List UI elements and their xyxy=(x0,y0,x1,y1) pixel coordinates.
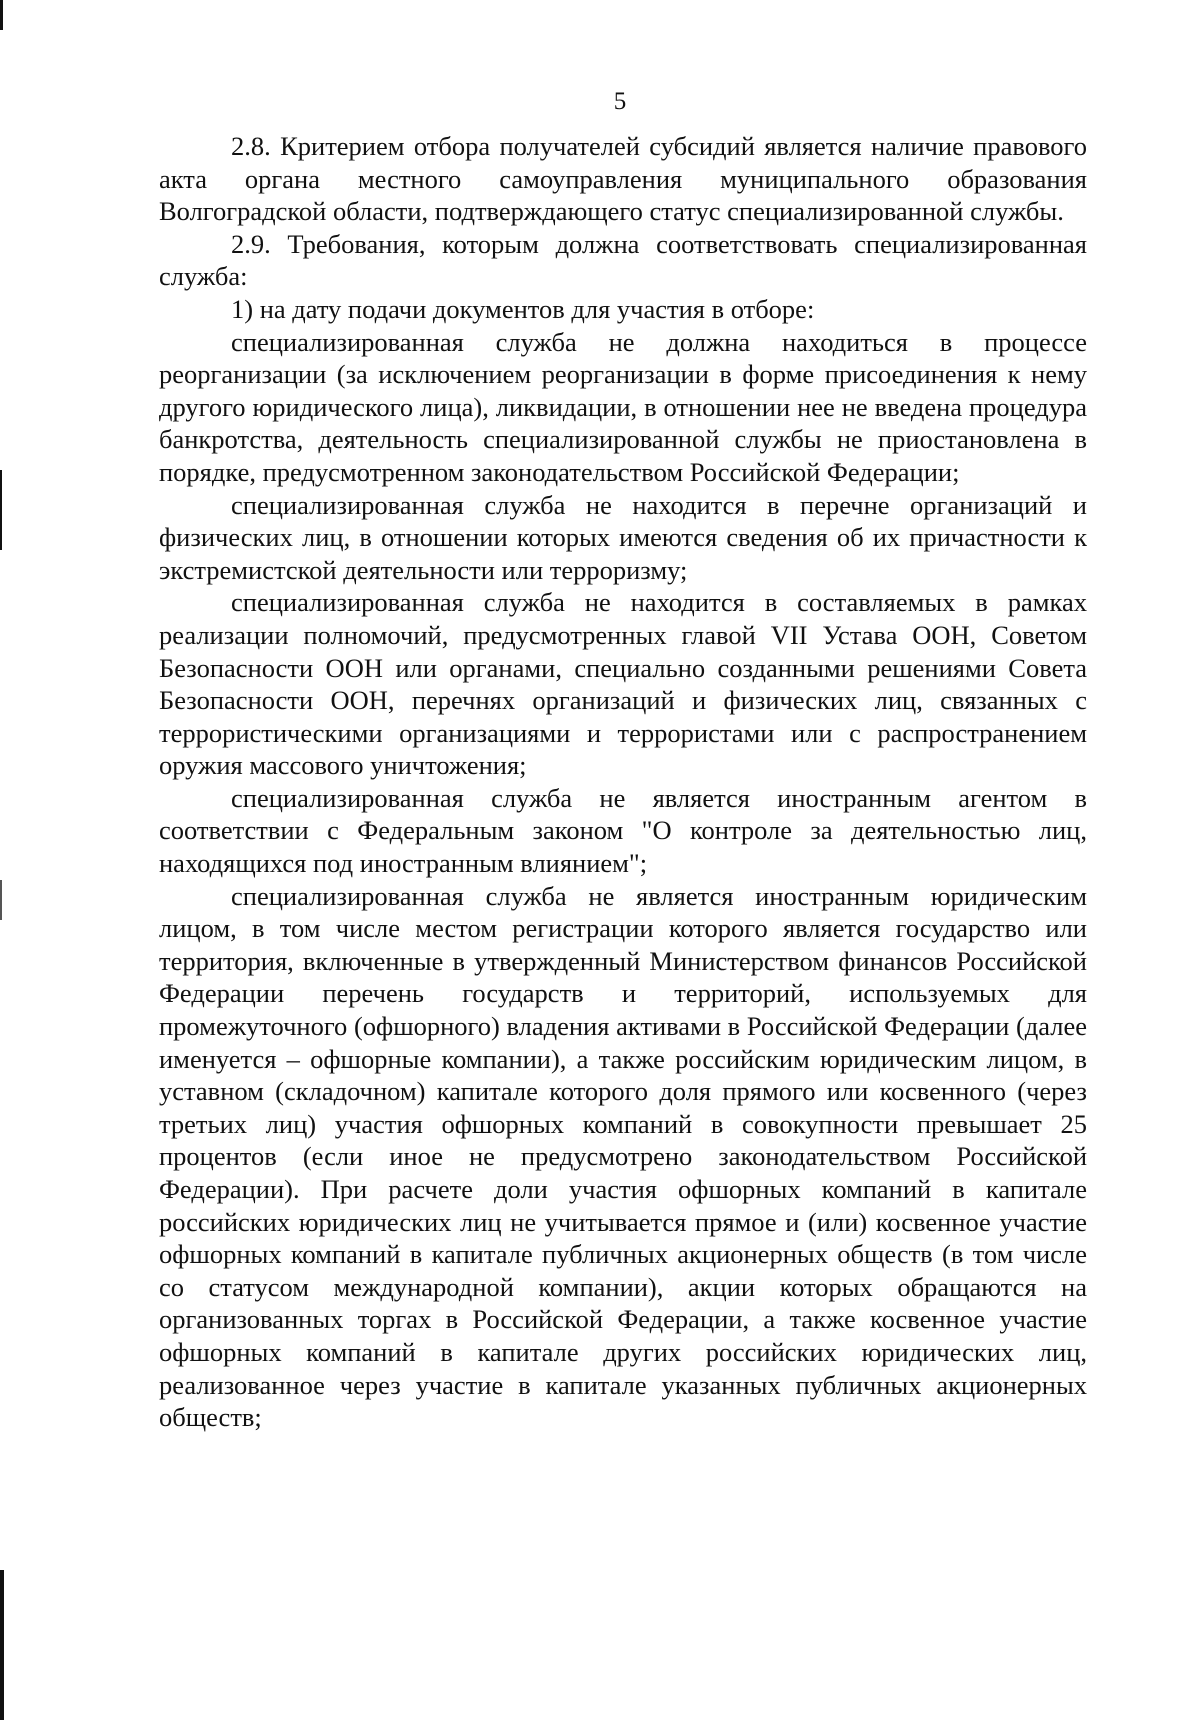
scan-edge-mark xyxy=(0,1570,4,1720)
scan-edge-mark xyxy=(0,0,3,30)
document-body xyxy=(159,130,1087,1434)
scan-edge-mark xyxy=(0,470,2,550)
paragraph-2-8: 2.8. Критерием отбора получателей субсидий является наличие правового акта органа местного самоуправления муниципального образования Волгоградской области, подтверждающего статус специализированной службы. xyxy=(159,131,1087,227)
paragraph-requirement-foreign-agent: специализированная служба не является иностранным агентом в соответствии с Федеральным законом "О контроле за деятельностью лиц, находящихся под иностранным влиянием"; xyxy=(159,782,1087,879)
page-number: 5 xyxy=(613,88,627,115)
paragraph-item-1: 1) на дату подачи документов для участия в отборе: xyxy=(231,293,815,324)
paragraph-requirement-offshore: специализированная служба не является иностранным юридическим лицом, в том числе местом регистрации которого является государство или территория, включенные в утвержденный Министерством финансов Российской Федерации перечень государств и территорий, используемых для промежуточного (офшорного) владения активами в Российской Федерации (далее именуется – офшорные компании), а также российским юридическим лицом, в уставном (складочном) капитале которого доля прямого или косвенного (через третьих лиц) участия офшорных компаний в совокупности превышает 25 процентов (если иное не предусмотрено законодательством Российской Федерации). При расчете доли участия офшорных компаний в капитале российских юридических лиц не учитывается прямое и (или) косвенное участие офшорных компаний в капитале публичных акционерных обществ (в том числе со статусом международной компании), акции которых обращаются на организованных торгах в Российской Федерации, а также косвенное участие офшорных компаний в капитале других российских юридических лиц, реализованное через участие в капитале указанных публичных акционерных обществ; xyxy=(159,880,1087,1433)
paragraph-requirement-extremism: специализированная служба не находится в перечне организаций и физических лиц, в отношении которых имеются сведения об их причастности к экстремистской деятельности или терроризму; xyxy=(159,489,1087,585)
paragraph-requirement-un-lists: специализированная служба не находится в составляемых в рамках реализации полномочий, предусмотренных главой VII Устава ООН, Советом Безопасности ООН или органами, специально созданными решениями Совета Безопасности ООН, перечнях организаций и физических лиц, связанных с террористическими организациями и террористами или с распространением оружия массового уничтожения; xyxy=(159,587,1087,781)
paragraph-requirement-reorganization: специализированная служба не должна находиться в процессе реорганизации (за исключением реорганизации в форме присоединения к нему другого юридического лица), ликвидации, в отношении нее не введена процедура банкротства, деятельность специализированной службы не приостановлена в порядке, предусмотренном законодательством Российской Федерации; xyxy=(159,326,1087,487)
paragraph-2-9: 2.9. Требования, которым должна соответствовать специализированная служба: xyxy=(159,228,1087,292)
scan-edge-mark xyxy=(0,880,2,920)
